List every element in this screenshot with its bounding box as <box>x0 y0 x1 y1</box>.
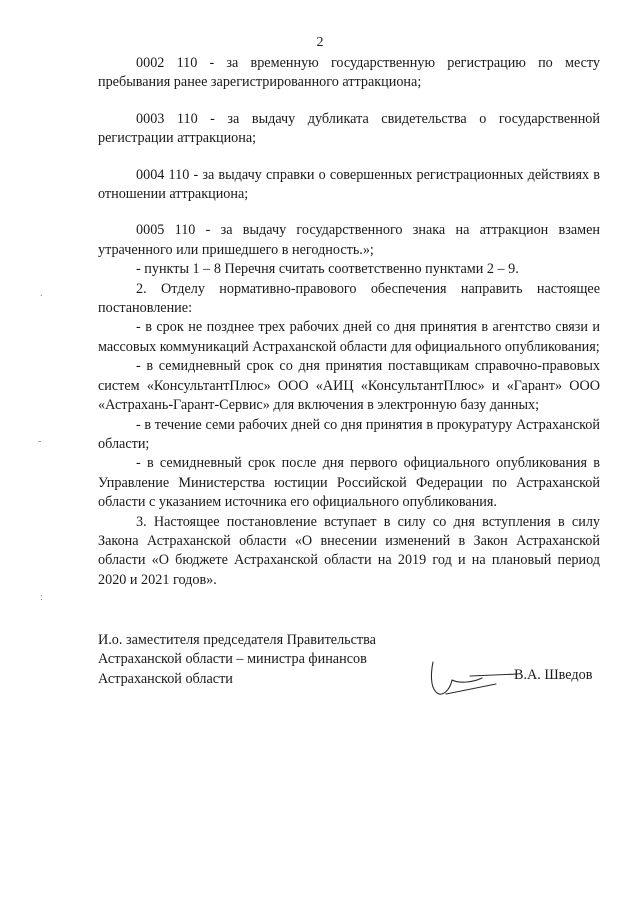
paragraph-publishing: - в срок не позднее трех рабочих дней со дня принятия в агентство связи и массовых коммуникаций Астраханской области для официального опубликования; <box>98 319 600 355</box>
signatory-title-line-3: Астраханской области <box>98 670 233 687</box>
paragraph-0003: 0003 110 - за выдачу дубликата свидетельства о государственной регистрации аттракциона; <box>98 110 600 147</box>
paragraph-0002: 0002 110 - за временную государственную регистрацию по месту пребывания ранее зарегистрированного аттракциона; <box>98 55 600 91</box>
paragraph-prosecutor: - в течение семи рабочих дней со дня принятия в прокуратуру Астраханской области; <box>98 416 600 452</box>
document-body <box>98 54 600 590</box>
handwritten-signature <box>400 650 520 710</box>
signatory-name: В.А. Шведов <box>514 667 593 683</box>
signatory-title-line-2: Астраханской области – министра финансов <box>98 651 367 668</box>
paragraph-legal-systems: - в семидневный срок со дня принятия поставщикам справочно-правовых систем «КонсультантПлюс» ООО «АИЦ «КонсультантПлюс» и «Гарант» ООО «Астрахань-Гарант-Сервис» для включения в электронную базу данных; <box>98 358 600 414</box>
margin-speck: . <box>40 288 43 299</box>
paragraph-item-3: 3. Настоящее постановление вступает в силу со дня вступления в силу Закона Астраханской области «О внесении изменений в Закон Астраханской области «О бюджете Астраханской области на 2019 год и на плановый период 2020 и 2021 годов». <box>98 513 600 588</box>
paragraph-0005: 0005 110 - за выдачу государственного знака на аттракцион взамен утраченного или пришедшего в негодность.»; <box>98 222 600 258</box>
paragraph-0004: 0004 110 - за выдачу справки о совершенных регистрационных действиях в отношении аттракциона; <box>98 166 600 203</box>
paragraph-renumber: - пункты 1 – 8 Перечня считать соответственно пунктами 2 – 9. <box>136 261 519 278</box>
page-number: 2 <box>316 35 324 50</box>
paragraph-ministry-justice: - в семидневный срок после дня первого официального опубликования в Управление Министерства юстиции Российской Федерации по Астраханской области с указанием источника его официального опубликования. <box>98 455 600 511</box>
paragraph-item-2: 2. Отделу нормативно-правового обеспечения направить настоящее постановление: <box>98 280 600 317</box>
signatory-title-line-1: И.о. заместителя председателя Правительства <box>98 632 376 648</box>
margin-speck: - <box>38 436 42 447</box>
margin-speck: : <box>40 592 43 603</box>
